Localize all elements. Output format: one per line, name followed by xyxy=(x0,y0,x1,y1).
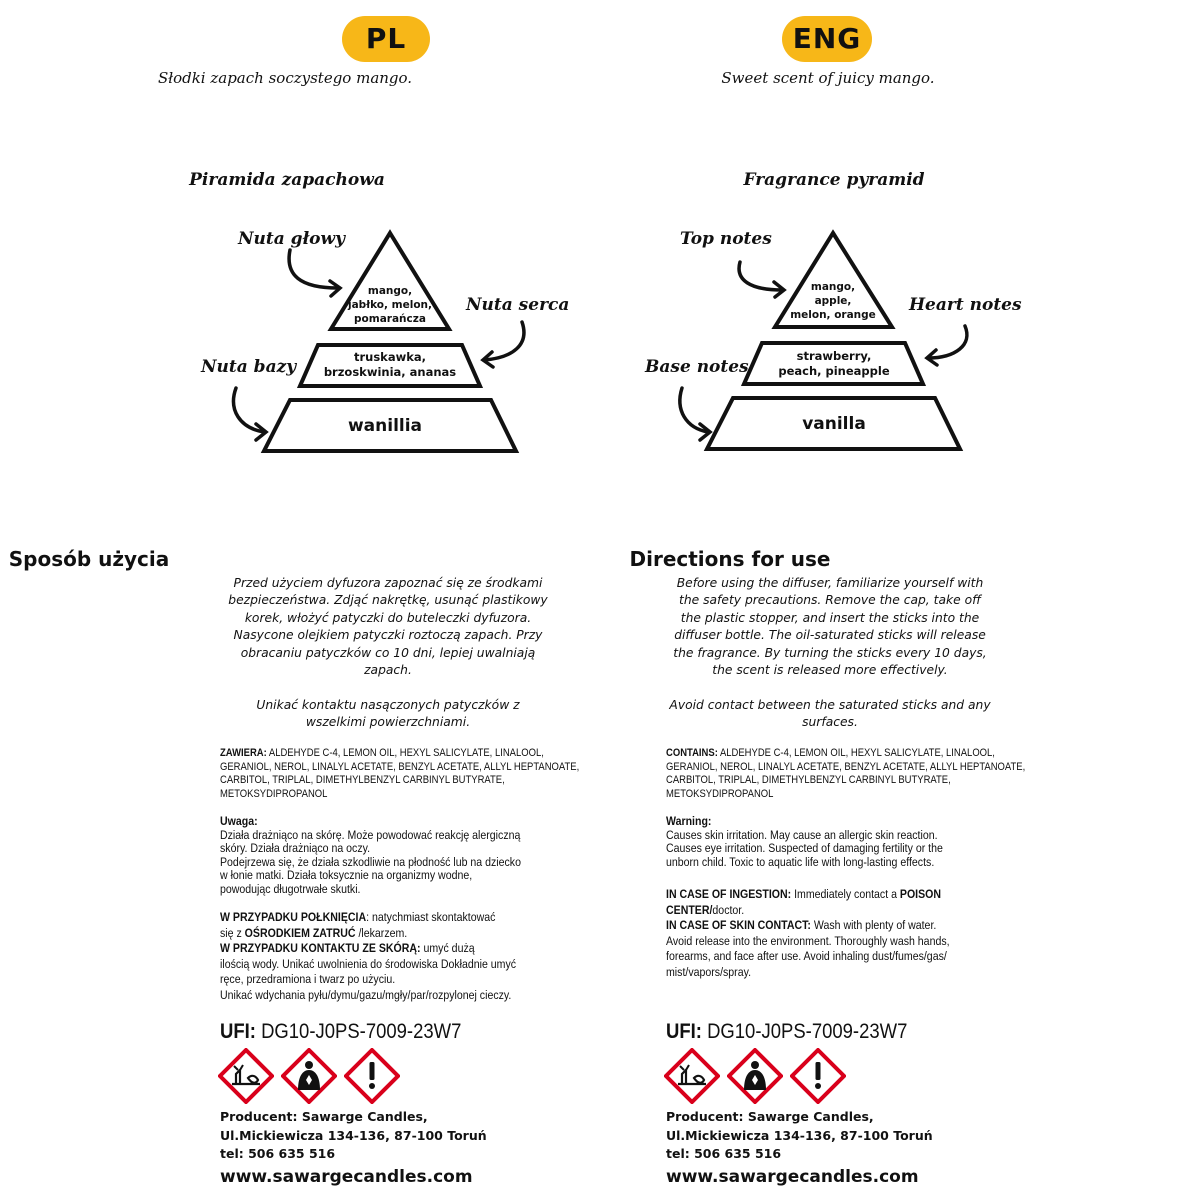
warning-pl: Uwaga: Działa drażniąco na skórę. Może powodować reakcję alergiczną skóry. Działa drażniąco na oczy. Podejrzewa się, że działa szkodliwie na płodność lub na dziecko w łonie matki. Działa toksycznie na organizmy wodne, powodując długotrwałe skutki. xyxy=(220,814,521,896)
health-hazard-icon xyxy=(727,1048,783,1104)
health-hazard-icon xyxy=(281,1048,337,1104)
pyramid-title-en: Fragrance pyramid xyxy=(743,170,925,190)
website-link-en[interactable]: www.sawargecandles.com xyxy=(666,1166,919,1187)
english-column xyxy=(600,0,1200,1200)
producer-info-pl: Producent: Sawarge Candles, Ul.Mickiewicza 134-136, 87-100 Toruń tel: 506 635 516 www.sawargecandles.com xyxy=(220,1109,487,1187)
heart-notes-label-pl: Nuta serca xyxy=(466,295,570,315)
arrow-top-notes xyxy=(739,262,782,290)
fragrance-pyramid-diagram-pl xyxy=(0,0,600,520)
producer-info-en: Producent: Sawarge Candles, Ul.Mickiewicza 134-136, 87-100 Toruń tel: 506 635 516 www.sawargecandles.com xyxy=(666,1109,933,1187)
language-badge-pl: PL xyxy=(342,16,430,62)
heart-notes-label-en: Heart notes xyxy=(909,295,1022,315)
language-badge-en: ENG xyxy=(782,16,872,62)
avoid-contact-text-pl: Unikać kontaktu nasączonych patyczków z wszelkimi powierzchniami. xyxy=(256,698,520,730)
heart-notes-list-en: strawberry, peach, pineapple xyxy=(778,349,890,378)
top-notes-label-pl: Nuta głowy xyxy=(238,229,345,249)
avoid-contact-text-en: Avoid contact between the saturated sticks and any surfaces. xyxy=(669,698,991,730)
exclamation-hazard-icon xyxy=(344,1048,400,1104)
first-aid-en: IN CASE OF INGESTION: Immediately contact a POISON CENTER/doctor. IN CASE OF SKIN CONTACT: Wash with plenty of water. Avoid release into the environment. Thoroughly wash hands, forearms, and face after use. Avoid inhaling dust/fumes/gas/ mist/vapors/spray. xyxy=(666,887,950,979)
environment-hazard-icon xyxy=(218,1048,274,1104)
first-aid-pl: W PRZYPADKU POŁKNIĘCIA: natychmiast skontaktować się z OŚRODKIEM ZATRUĆ /lekarzem. W PRZYPADKU KONTAKTU ZE SKÓRĄ: umyć dużą ilością wody. Unikać uwolnienia do środowiska Dokładnie umyć ręce, przedramiona i twarz po użyciu. Unikać wdychania pyłu/dymu/gazu/mgły/par/rozpylonej cieczy. xyxy=(220,910,517,1002)
base-notes-list-pl: wanillia xyxy=(347,416,423,436)
heart-notes-list-pl: truskawka, brzoskwinia, ananas xyxy=(323,350,457,379)
tagline-pl: Słodki zapach soczystego mango. xyxy=(157,69,413,87)
tagline-en: Sweet scent of juicy mango. xyxy=(721,69,935,87)
directions-text-pl: Przed użyciem dyfuzora zapoznać się ze środkami bezpieczeństwa. Zdjąć nakrętkę, usunąć plastikowy korek, włożyć patyczki do buteleczki dyfuzora. Nasycone olejkiem patyczki roztoczą zapach. Przy obracaniu patyczków co 10 dni, lepiej uwalniają zapach. xyxy=(228,576,548,678)
ufi-code-en: UFI: DG10-J0PS-7009-23W7 xyxy=(666,1020,908,1043)
top-notes-label-en: Top notes xyxy=(680,229,772,249)
base-notes-label-en: Base notes xyxy=(645,357,749,377)
directions-text-en: Before using the diffuser, familiarize yourself with the safety precautions. Remove the cap, take off the plastic stopper, and insert the sticks into the diffuser bottle. The oil-saturated sticks will release the fragrance. By turning the sticks every 10 days, the scent is released more effectively. xyxy=(673,576,987,678)
directions-title-pl: Sposób użycia xyxy=(8,547,170,571)
base-notes-label-pl: Nuta bazy xyxy=(201,357,297,377)
website-link-pl[interactable]: www.sawargecandles.com xyxy=(220,1166,473,1187)
fragrance-pyramid-diagram-en xyxy=(600,0,1200,520)
warning-en: Warning: Causes skin irritation. May cause an allergic skin reaction. Causes eye irritation. Suspected of damaging fertility or the unborn child. Toxic to aquatic life with long-lasting effects. xyxy=(666,814,943,869)
ingredients-pl: ZAWIERA: ALDEHYDE C-4, LEMON OIL, HEXYL SALICYLATE, LINALOOL, GERANIOL, NEROL, LINALYL ACETATE, BENZYL ACETATE, ALLYL HEPTANOATE, CARBITOL, TRIPLAL, DIMETHYLBENZYL CARBINYL BUTYRATE, METOKSYDIPROPANOL xyxy=(220,747,580,800)
top-notes-list-en: mango, apple, melon, orange xyxy=(790,281,876,321)
base-notes-list-en: vanilla xyxy=(802,414,866,434)
directions-title-en: Directions for use xyxy=(629,547,831,571)
pyramid-title-pl: Piramida zapachowa xyxy=(189,170,385,190)
environment-hazard-icon xyxy=(664,1048,720,1104)
top-notes-list-pl: mango, jabłko, melon, pomarańcza xyxy=(348,285,432,325)
ufi-code-pl: UFI: DG10-J0PS-7009-23W7 xyxy=(220,1020,462,1043)
exclamation-hazard-icon xyxy=(790,1048,846,1104)
ingredients-en: CONTAINS: ALDEHYDE C-4, LEMON OIL, HEXYL SALICYLATE, LINALOOL, GERANIOL, NEROL, LINALYL ACETATE, BENZYL ACETATE, ALLYL HEPTANOATE, CARBITOL, TRIPLAL, DIMETHYLBENZYL CARBINYL BUTYRATE, METOKSYDIPROPANOL xyxy=(666,747,1026,800)
